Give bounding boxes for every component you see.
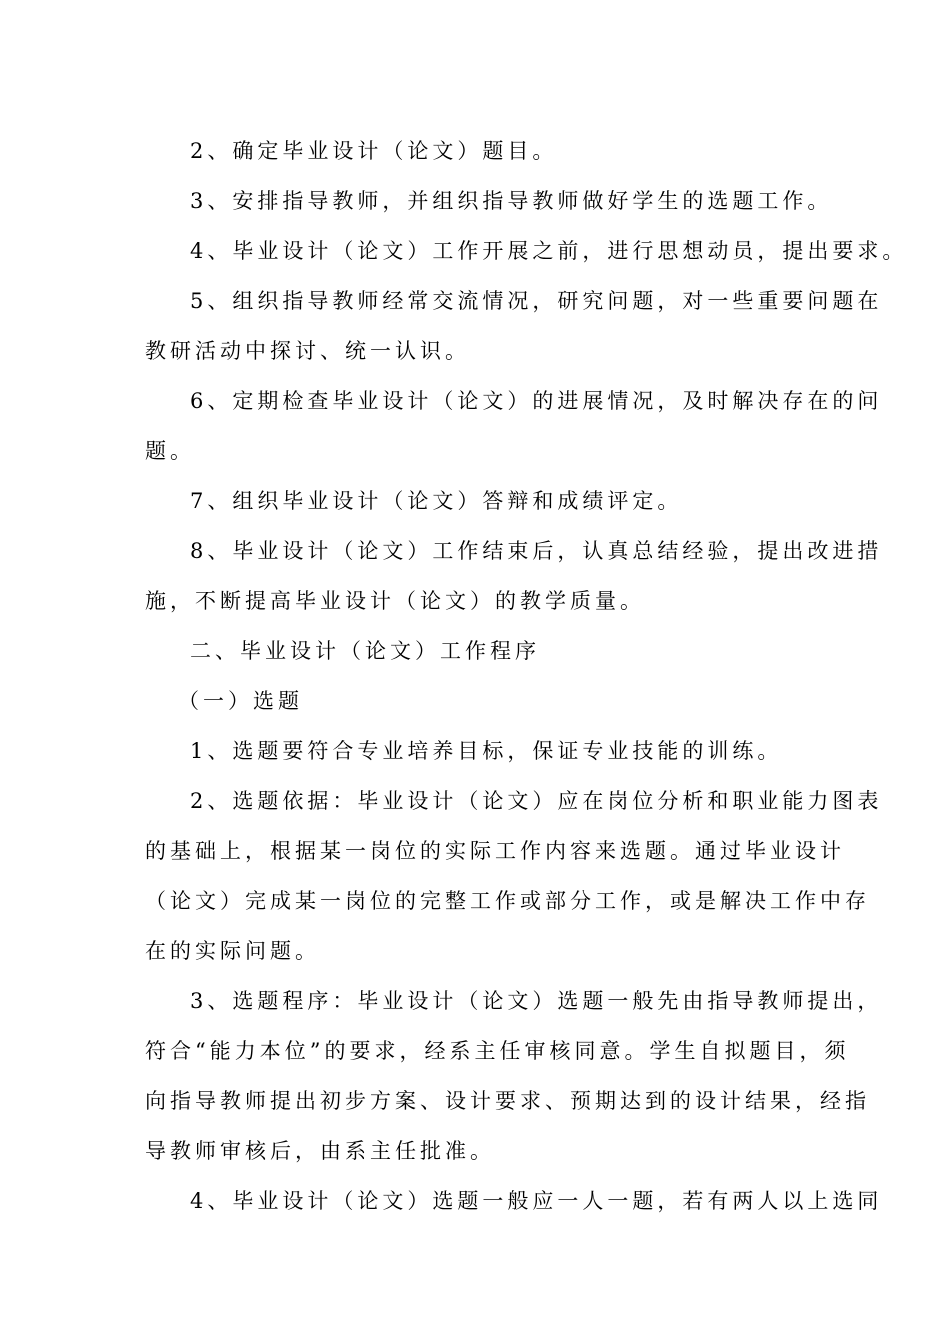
paragraph-line: 的基础上，根据某一岗位的实际工作内容来选题。通过毕业设计 (145, 839, 845, 863)
paragraph-line: 8、毕业设计（论文）工作结束后，认真总结经验，提出改进措 (190, 539, 883, 563)
paragraph-line: 教研活动中探讨、统一认识。 (145, 339, 470, 363)
paragraph-line: 3、安排指导教师，并组织指导教师做好学生的选题工作。 (190, 189, 833, 213)
paragraph-line: 4、毕业设计（论文）工作开展之前，进行思想动员，提出要求。 (190, 239, 908, 263)
paragraph-line: 向指导教师提出初步方案、设计要求、预期达到的设计结果，经指 (145, 1089, 870, 1113)
paragraph-line: 2、确定毕业设计（论文）题目。 (190, 139, 558, 163)
section-heading: 二、毕业设计（论文）工作程序 (190, 639, 540, 663)
paragraph-line: 在的实际问题。 (145, 939, 320, 963)
paragraph-line: 导教师审核后，由系主任批准。 (145, 1139, 495, 1163)
paragraph-line: 4、毕业设计（论文）选题一般应一人一题，若有两人以上选同 (190, 1189, 883, 1213)
paragraph-line: 题。 (145, 439, 195, 463)
paragraph-line: 2、选题依据：毕业设计（论文）应在岗位分析和职业能力图表 (190, 789, 883, 813)
paragraph-line: （论文）完成某一岗位的完整工作或部分工作，或是解决工作中存 (145, 889, 870, 913)
paragraph-line: 7、组织毕业设计（论文）答辩和成绩评定。 (190, 489, 683, 513)
paragraph-line: 6、定期检查毕业设计（论文）的进展情况，及时解决存在的问 (190, 389, 883, 413)
paragraph-line: 5、组织指导教师经常交流情况，研究问题，对一些重要问题在 (190, 289, 883, 313)
paragraph-line: 施，不断提高毕业设计（论文）的教学质量。 (145, 589, 645, 613)
paragraph-line: 符合“能力本位”的要求，经系主任审核同意。学生自拟题目，须 (145, 1039, 850, 1063)
paragraph-line: 1、选题要符合专业培养目标，保证专业技能的训练。 (190, 739, 783, 763)
subsection-heading: （一）选题 (178, 689, 303, 713)
paragraph-line: 3、选题程序：毕业设计（论文）选题一般先由指导教师提出， (190, 989, 883, 1013)
